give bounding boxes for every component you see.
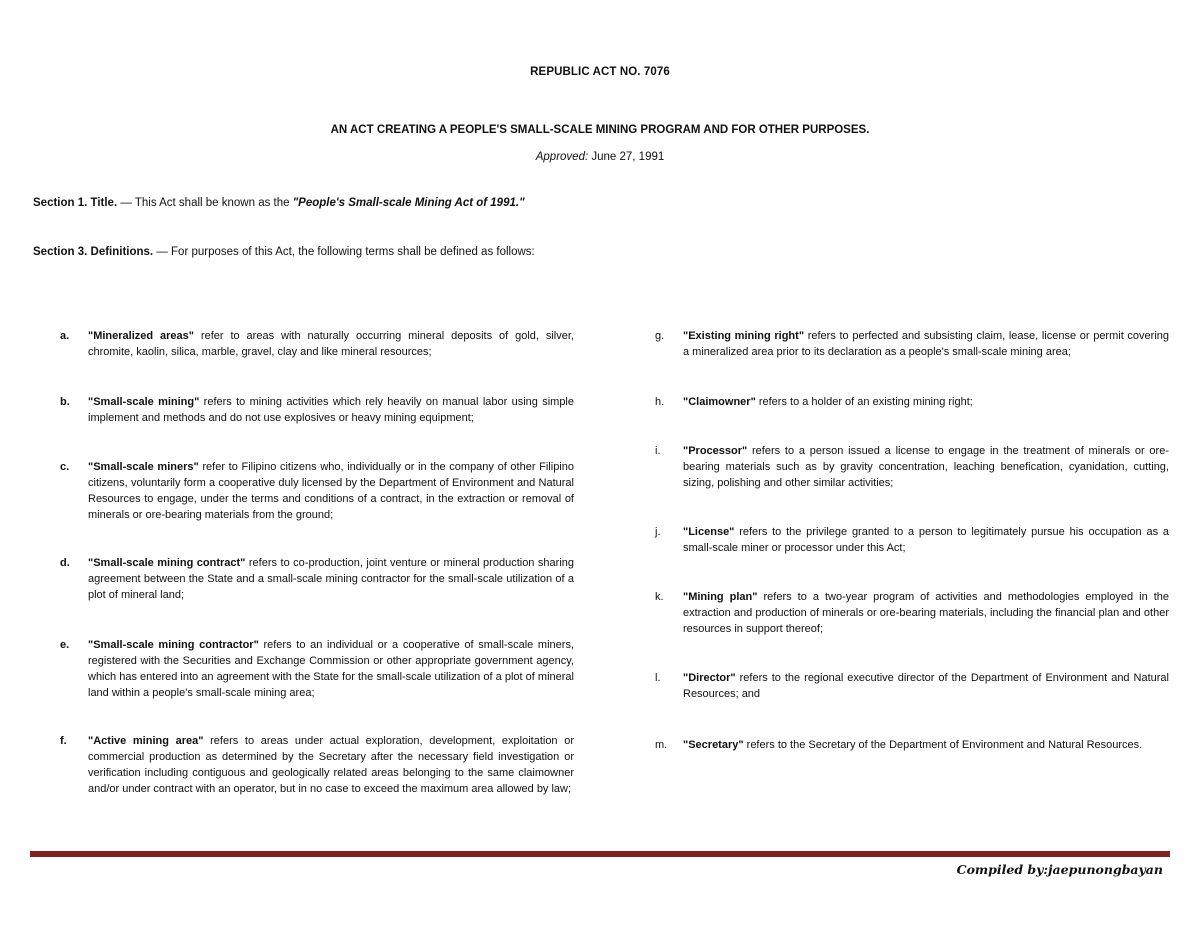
- definition-text: refers to a holder of an existing mining right;: [755, 396, 973, 408]
- definition-body: [683, 670, 1169, 702]
- definition-term: "Mineralized areas": [88, 330, 195, 342]
- definition-body: [88, 733, 574, 797]
- section-1: [33, 197, 525, 209]
- definition-body: [683, 394, 1169, 410]
- document-subtitle: AN ACT CREATING A PEOPLE'S SMALL-SCALE MINING PROGRAM AND FOR OTHER PURPOSES.: [330, 124, 870, 136]
- section-1-text: — This Act shall be known as the: [117, 197, 293, 209]
- footer-credit: Compiled by:jaepunongbayan: [956, 862, 1163, 877]
- section-3: [33, 246, 535, 258]
- definition-letter: d.: [60, 557, 70, 569]
- definition-letter: a.: [60, 330, 70, 342]
- definition-body: [88, 459, 574, 523]
- definition-letter: c.: [60, 461, 70, 473]
- definition-term: "Director": [683, 672, 736, 684]
- definition-body: [683, 737, 1169, 753]
- definition-body: [683, 524, 1169, 556]
- definition-term: "Small-scale miners": [88, 461, 199, 473]
- definition-term: "Small-scale mining": [88, 396, 200, 408]
- definition-body: [88, 637, 574, 701]
- definition-term: "Processor": [683, 445, 748, 457]
- definition-body: [683, 589, 1169, 637]
- document-title: REPUBLIC ACT NO. 7076: [530, 66, 670, 78]
- definition-letter: g.: [655, 330, 665, 342]
- definition-letter: h.: [655, 396, 665, 408]
- definition-letter: e.: [60, 639, 70, 651]
- definition-letter: i.: [655, 445, 661, 457]
- definition-text: refers to the privilege granted to a person to legitimately pursue his occupation as a small-scale miner or processor under this Act;: [683, 526, 1169, 554]
- footer-rule: [30, 851, 1170, 857]
- definition-text: refers to the regional executive director of the Department of Environment and Natural Resources; and: [683, 672, 1169, 700]
- definition-letter: l.: [655, 672, 661, 684]
- definition-term: "Active mining area": [88, 735, 204, 747]
- definition-text: refer to areas with naturally occurring mineral deposits of gold, silver, chromite, kaolin, silica, marble, gravel, clay and like mineral resources;: [88, 330, 574, 358]
- definition-text: refer to Filipino citizens who, individually or in the company of other Filipino citizens, voluntarily form a cooperative duly licensed by the Department of Environment and Natural Resources to engage, under the terms and conditions of a contract, in the extraction or removal of minerals or ore-bearing materials from the ground;: [88, 461, 574, 521]
- definition-term: "Small-scale mining contractor": [88, 639, 259, 651]
- definition-text: refers to co-production, joint venture or mineral production sharing agreement between the State and a small-scale mining contractor for the small-scale utilization of a plot of mineral land;: [88, 557, 574, 601]
- approved-date: June 27, 1991: [588, 151, 665, 163]
- definition-letter: b.: [60, 396, 70, 408]
- definition-body: [88, 394, 574, 426]
- definition-term: "Small-scale mining contract": [88, 557, 246, 569]
- definition-body: [88, 555, 574, 603]
- definition-body: [88, 328, 574, 360]
- definition-text: refers to perfected and subsisting claim, lease, license or permit covering a mineralized area prior to its declaration as a people's small-scale mining area;: [683, 330, 1170, 358]
- definition-text: refers to the Secretary of the Department of Environment and Natural Resources.: [743, 739, 1143, 751]
- approved-line: [0, 151, 1200, 163]
- definition-term: "Existing mining right": [683, 330, 805, 342]
- definition-body: [683, 443, 1169, 491]
- definition-text: refers to an individual or a cooperative of small-scale miners, registered with the Securities and Exchange Commission or other appropriate government agency, which has entered into an agreement with the State for the small-scale utilization of a plot of mineral land within a people's small-scale mining area;: [88, 639, 574, 699]
- section-1-quote: "People's Small-scale Mining Act of 1991.": [292, 197, 525, 209]
- definition-text: refers to a person issued a license to engage in the treatment of minerals or ore-bearing materials such as by gravity concentration, leaching benefication, cyanidation, cutting, sizing, polishing and other similar activities;: [683, 445, 1169, 489]
- section-1-heading: Section 1. Title.: [33, 197, 118, 209]
- definition-body: [683, 328, 1169, 360]
- definition-letter: m.: [655, 739, 668, 751]
- definition-term: "Claimowner": [683, 396, 756, 408]
- definition-letter: f.: [60, 735, 67, 747]
- definition-term: "License": [683, 526, 735, 538]
- definition-text: refers to mining activities which rely heavily on manual labor using simple implement and methods and do not use explosives or heavy mining equipment;: [88, 396, 574, 424]
- definition-text: refers to areas under actual exploration, development, exploitation or commercial production as determined by the Secretary after the necessary field investigation or verification including contiguous and geologically related areas belonging to the same claimowner and/or under contract with an operator, but in no case to exceed the maximum area allowed by law;: [88, 735, 574, 795]
- definition-term: "Mining plan": [683, 591, 758, 603]
- definition-letter: k.: [655, 591, 664, 603]
- section-3-text: — For purposes of this Act, the following terms shall be defined as follows:: [153, 246, 535, 258]
- definition-letter: j.: [655, 526, 661, 538]
- section-3-heading: Section 3. Definitions.: [33, 246, 154, 258]
- approved-label: Approved:: [535, 151, 589, 163]
- definition-text: refers to a two-year program of activities and methodologies employed in the extraction and production of minerals or ore-bearing materials, including the financial plan and other resources in support thereof;: [683, 591, 1169, 635]
- definition-term: "Secretary": [683, 739, 744, 751]
